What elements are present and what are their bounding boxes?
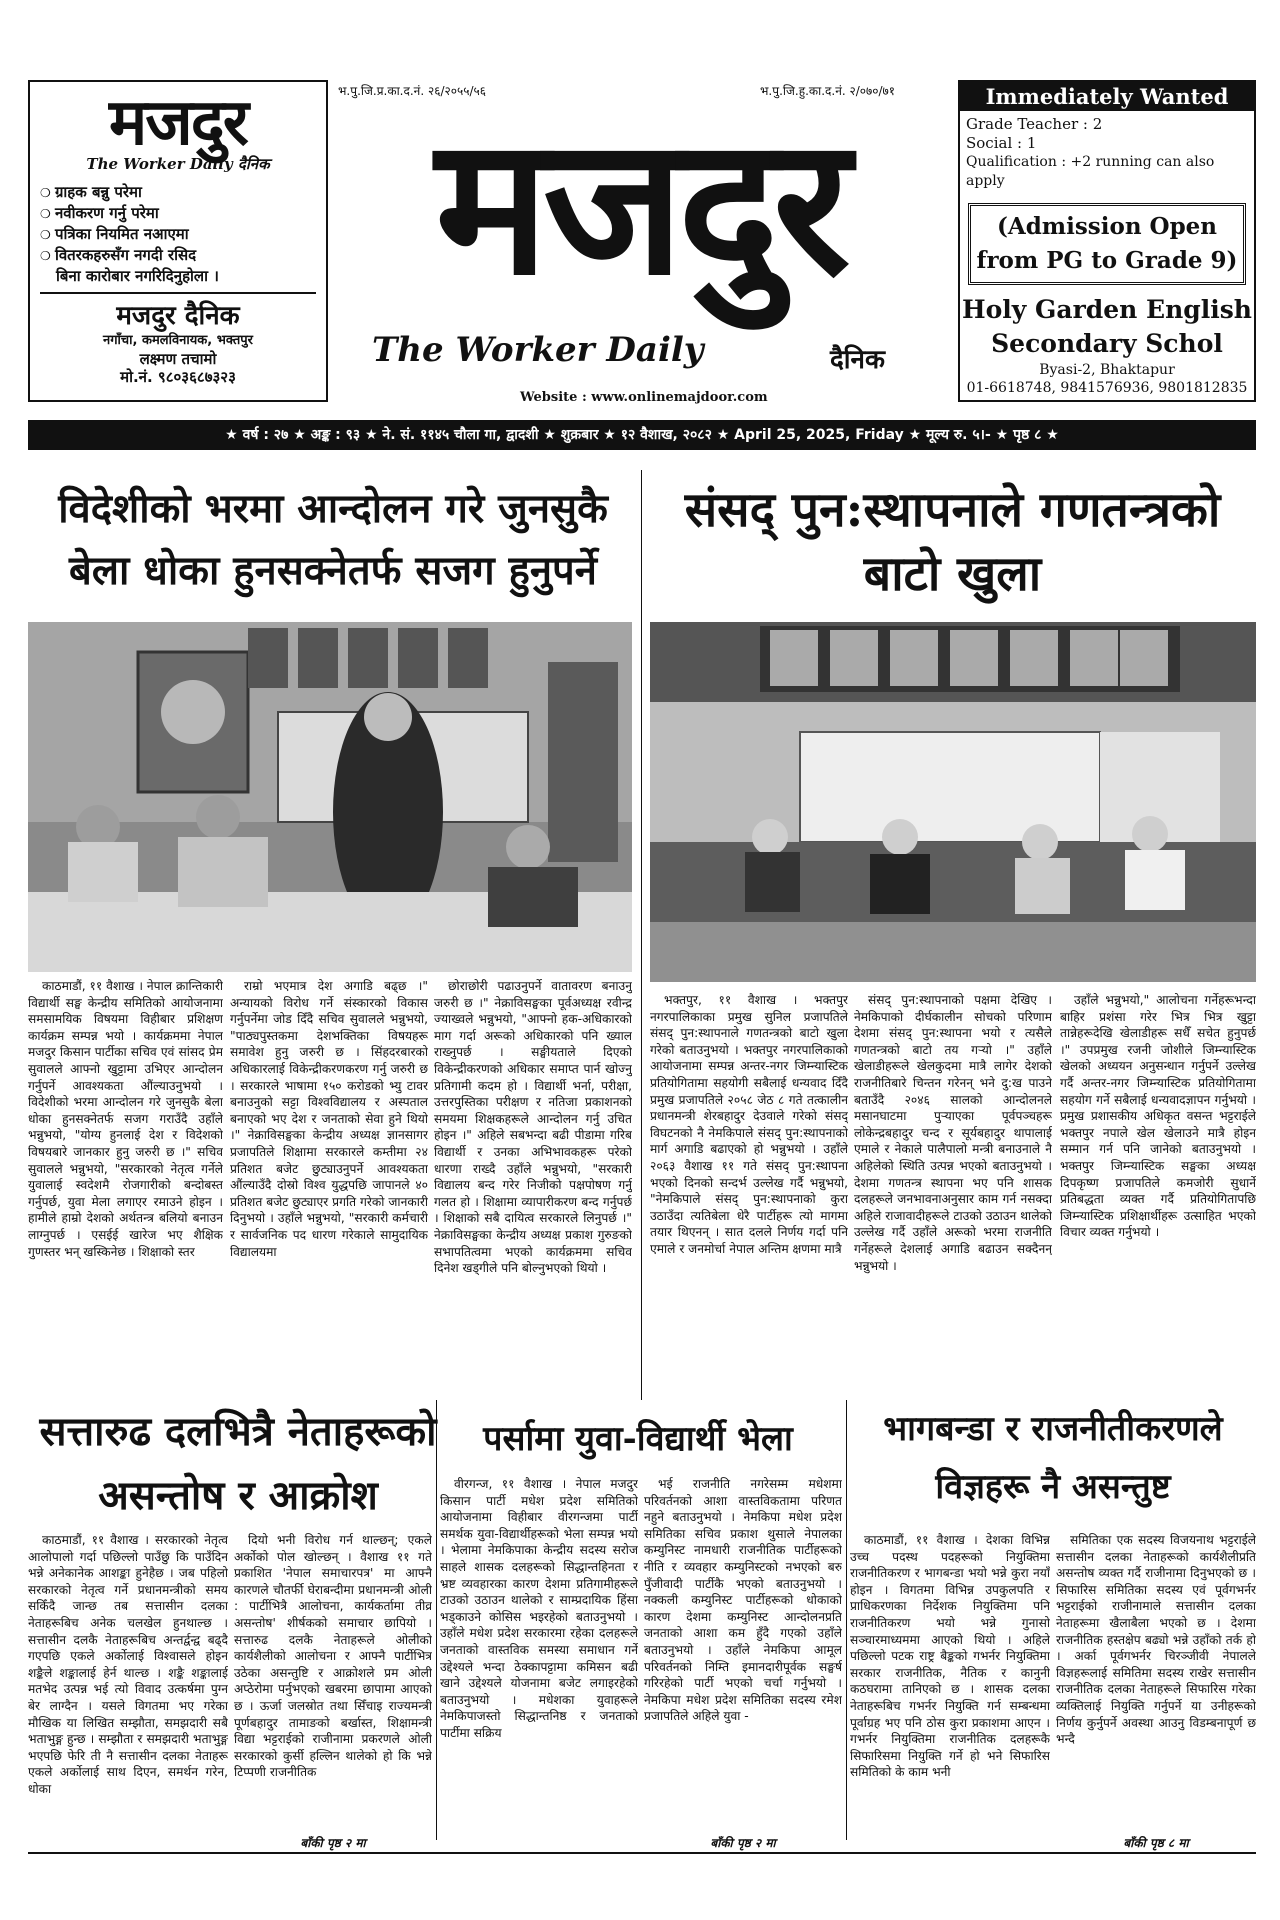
- story-2-col-1: [650, 992, 848, 1392]
- paragraph: दियो भनी विरोध गर्न थाल्छन्; एकले अर्कोको पोल खोल्छन् । वैशाख ११ गते प्रकाशित 'नेपाल समाचारपत्र' मा आफ्नै कारणले चौतर्फी घेराबन्दीमा प्रधानमन्त्री ओली : पार्टीभित्रै आलोचना, कार्यकर्तामा तीव्र असन्तोष' शीर्षकको समाचार छापियो । सत्तारुढ दलकै नेताहरूले ओलीको कार्यशैलीको आलोचना र आफ्नै पार्टीभित्र उठेका असन्तुष्टि र आक्रोशले प्रम ओली अप्ठेरोमा पर्नुभएको खबरमा छापामा आएको छ । ऊर्जा जलस्रोत तथा सिँचाइ राज्यमन्त्री पूर्णबहादुर तामाङको बर्खास्त, शिक्षामन्त्री विद्या भट्टराईको राजीनामा प्रकरणले ओली सरकारको कुर्सी हल्लिन थालेको हो कि भन्ने टिप्पणी राजनीतिक: [234, 1533, 432, 1780]
- column-rule: [846, 1400, 847, 1840]
- ear-title: मजदुर: [109, 85, 247, 160]
- left-ear-box: [28, 80, 328, 402]
- ad-header: Immediately Wanted: [960, 82, 1254, 111]
- paragraph: भक्तपुर, ११ वैशाख । भक्तपुर नगरपालिकाका प्रमुख सुनिल प्रजापतिले संसद् पुन:स्थापनाले गणतन्त्रको बाटो खुला गरेको बताउनुभयो । भक्तपुर नगरपालिकाको आयोजनामा सम्पन्न अन्तर-नगर जिम्न्यास्टिक प्रतियोगितामा सहयोगी सबैलाई धन्यवाद दिँदै प्रमुख प्रजापतिले २०५८ जेठ ८ गते तत्कालीन प्रधानमन्त्री शेरबहादुर देउवाले गरेको संसद् विघटनको नै नेमकिपाले संसद् पुन:स्थापनाको मार्ग अगाडि बढाएको हो भन्नुभयो । उहाँले २०६३ वैशाख ११ गते संसद् पुन:स्थापना भएको दिनको सन्दर्भ उल्लेख गर्दै भन्नुभयो, "नेमकिपाले संसद् पुन:स्थापनाको कुरा उठाउँदा त्यतिबेला धेरै पार्टीहरू त्यो मागमा तयार थिएनन् । सात दलले निर्णय गर्दा पनि एमाले र जनमोर्चा नेपाल अन्तिम क्षणमा मात्रै: [650, 993, 848, 1256]
- ear-item: ❍ नवीकरण गर्नु परेमा: [40, 203, 316, 224]
- paragraph: काठमाडौं, ११ वैशाख । देशका विभिन्न उच्च पदस्थ पदहरूको नियुक्तिमा राजनीतिकरण र भागबन्डा भयो भन्ने कुरा नयाँ होइन । विगतमा विभिन्न उपकुलपति र प्राधिकरणका निर्देशक नियुक्तिमा पनि राजनीतिकरण भयो भन्ने गुनासो सञ्चारमाध्यममा आएको थियो । अहिले पछिल्लो पटक राष्ट्र बैङ्कको गभर्नर नियुक्तिमा सरकार राजनीतिक, नैतिक र कानुनी कठघरामा तानिएको छ । शासक दलका नेताहरूबिच गभर्नर नियुक्ति गर्न सम्बन्धमा पूर्वाग्रह भए पनि ठोस कुरा प्रकाशमा आएन । गभर्नर नियुक्तिमा राजनीतिक दलहरूकै सिफारिसमा नियुक्ति गर्ने हो भने सिफारिस समितिको के काम भनी: [850, 1533, 1050, 1780]
- paragraph: समितिका एक सदस्य विजयनाथ भट्टराईले सत्तासीन दलका नेताहरूको कार्यशैलीप्रति असन्तोष व्यक्त गर्दै राजीनामा दिनुभएको छ । सिफारिस समितिका सदस्य एवं पूर्वगभर्नर भट्टराईको राजीनामाले सत्तासीन दलका नेताहरूमा खैलाबैला भएको छ । देशमा राजनीतिक हस्तक्षेप बढ्यो भन्ने उहाँको तर्क हो । अर्का पूर्वगभर्नर चिरञ्जीवी नेपालले विज्ञहरूलाई समितिमा सदस्य राखेर सत्तासीन राजनीतिक दलका नेताहरूले सिफारिस गरेका व्यक्तिलाई नियुक्ति गर्नुपर्ने या उनीहरूको निर्णय कुर्नुपर्ने अवस्था आउनु विडम्बनापूर्ण छ भन्दै: [1056, 1533, 1256, 1747]
- registration-left: भ.पु.जि.प्र.का.द.नं. २६/२०५५/५६: [338, 84, 486, 98]
- headline-3: सत्तारुढ दलभित्रै नेताहरूको असन्तोष र आक्रोश: [39, 1408, 437, 1519]
- story-3-col-1: [28, 1532, 228, 1832]
- paragraph: छोराछोरी पढाउनुपर्ने वातावरण बनाउनु जरुरी छ ।" नेक्राविसङ्घका पूर्वअध्यक्ष रवीन्द्र ज्याख्वले भन्नुभयो, "आफ्नो हक-अधिकारको माग गर्दा अरूको अधिकारको पनि ख्याल राख्नुपर्छ । सङ्घीयताले दिएको विकेन्द्रीकरणको अधिकार समाप्त पार्न खोज्नु प्रतिगामी कदम हो । विद्यार्थी भर्ना, परीक्षा, उत्तरपुस्तिका परीक्षण र नतिजा प्रकाशनको समयमा शिक्षकहरूले आन्दोलन गर्नु उचित होइन ।" अहिले सबभन्दा बढी पीडामा गरिब विद्यार्थी र उनका अभिभावकहरू परेको धारणा राख्दै उहाँले भन्नुभयो, "सरकारी विद्यालय बन्द गरेर निजीको पक्षपोषण गर्नु गलत हो । शिक्षामा व्यापारीकरण बन्द गर्नुपर्छ । शिक्षाको सबै दायित्व सरकारले लिनुपर्छ ।" नेक्राविसङ्घका केन्द्रीय अध्यक्ष प्रकाश गुरुङको सभापतित्वमा भएको कार्यक्रममा सचिव दिनेश खड्गीले पनि बोल्नुभएको थियो ।: [434, 979, 632, 1276]
- headline-4: पर्सामा युवा-विद्यार्थी भेला: [483, 1419, 793, 1459]
- ear-subtitle: The Worker Daily दैनिक: [86, 155, 270, 173]
- ear-phone: मो.नं. ९८०३६८७३२३: [120, 368, 236, 386]
- photo-gymnastics-event: [650, 622, 1256, 982]
- story-1-col-3: [434, 978, 632, 1398]
- photo-1-illustration: [28, 622, 632, 972]
- paragraph: संसद् पुन:स्थापनाको पक्षमा देखिए । नेमकिपाको दीर्घकालीन सोचको परिणाम देशमा संसद् पुन:स्थापना भयो र त्यसैले गणतन्त्रको बाटो तय गऱ्यो ।" उहाँले खेलाडीहरूले खेलकुदमा मात्रै लागेर देशको राजनीतिबारे चिन्तन गरेनन् भने दु:ख पाउने बताउँदै २०४६ सालको आन्दोलनले मसानघाटमा पुऱ्याएका पूर्वपञ्चहरू लोकेन्द्रबहादुर चन्द र सूर्यबहादुर थापालाई एमाले र नेकाले पालैपालो मन्त्री बनाउनाले नै अहिलेको स्थिति उत्पन्न भएको बताउनुभयो । देशमा गणतन्त्र स्थापना भए पनि शासक दलहरूले जनभावनाअनुसार काम गर्न नसक्दा अहिले राजावादीहरूले टाउको उठाउन थालेको उल्लेख गर्दै उहाँले अरूको भरमा राजनीति गर्नेहरूले देशलाई अगाडि बढाउन सक्दैनन् भन्नुभयो ।: [854, 993, 1052, 1273]
- story-1-col-1: [28, 978, 223, 1398]
- paragraph: वीरगन्ज, ११ वैशाख । नेपाल मजदुर किसान पार्टी मधेश प्रदेश समितिको आयोजनामा विहीबार वीरगन्जमा पार्टी समर्थक युवा-विद्यार्थीहरूको भेला सम्पन्न भयो । भेलामा नेमकिपाका केन्द्रीय सदस्य सरोज साहले शासक दलहरूको सिद्धान्तहिनता र भ्रष्ट व्यवहारका कारण देशमा प्रतिगामीहरूले टाउको उठाउन थालेको र साम्प्रदायिक हिंसा भड्काउने कोसिस भइरहेको बताउनुभयो । उहाँले मधेश प्रदेश सरकारमा रहेका दलहरूले जनताको वास्तविक समस्या समाधान गर्ने उद्देश्यले भन्दा ठेक्कापट्टामा कमिसन बढी खाने उद्देश्यले योजनामा बजेट लगाइरहेको बताउनुभयो । मधेशका युवाहरूले नेमकिपाजस्तो सिद्धान्तनिष्ठ र जनताको पार्टीमा सक्रिय: [440, 1477, 638, 1740]
- story-5-col-1: [850, 1532, 1050, 1832]
- story-5-col-2: [1056, 1532, 1256, 1832]
- masthead-daily: दैनिक: [830, 345, 885, 375]
- ear-item: ❍ ग्राहक बन्नु परेमा: [40, 182, 316, 203]
- story-2-col-2: [854, 992, 1052, 1392]
- ad-lines: [960, 111, 1254, 195]
- ear-address: नगाँचा, कमलविनायक, भक्तपुर: [103, 333, 253, 348]
- paragraph: काठमाडौं, ११ वैशाख । सरकारको नेतृत्व आलोपालो गर्दा पछिल्लो पाउँछु कि पाउँदिन भन्ने अनेकानेक आशङ्का हुनेहैछ । जब पहिलो सरकारको नेतृत्व गर्ने प्रधानमन्त्रीको समय सकिँदै जान्छ तब सत्तासीन दलका नेताहरूबिच अनेक चलखेल हुनथाल्छ । सत्तासीन दलकै नेताहरूबिच अन्तर्द्वन्द्व बढ्दै गएपछि एकले अर्कोलाई विश्वासले होइन शङ्कैले शङ्कालाई हेर्न थाल्छ । शङ्कै शङ्कालाई मतभेद उत्पन्न भई त्यो विवाद उत्कर्षमा पुग्न बेर लाग्दैन । यसले विगतमा भए गरेका मौखिक या लिखित सम्झौता, समझदारी सबै भताभुङ्ग हुन्छ । सम्झौता र समझदारी भताभुङ्ग भएपछि फेरि ती नै सत्तासीन दलका नेताहरू एकले अर्कोलाई साथ दिएन, समर्थन गरेन, धोका: [28, 1533, 228, 1796]
- ad-location: Byasi-2, Bhaktapur: [1039, 362, 1175, 378]
- ear-divider: [40, 292, 316, 294]
- ad-phones: 01-6618748, 9841576936, 9801812835: [966, 380, 1248, 396]
- continued-note-2: बाँकी पृष्ठ २ मा: [710, 1836, 776, 1850]
- masthead-title: मजदुर: [435, 94, 845, 317]
- paragraph: काठमाडौं, ११ वैशाख । नेपाल क्रान्तिकारी विद्यार्थी सङ्घ केन्द्रीय समितिको आयोजनामा समसामयिक विषयमा विहीबार प्रशिक्षण कार्यक्रम सम्पन्न भयो । कार्यक्रममा नेपाल मजदुर किसान पार्टीका सचिव एवं सांसद प्रेम सुवालले आफ्नो खुट्टामा उभिएर आन्दोलन गर्नुपर्ने आवश्यकता औंल्याउनुभयो । विदेशीको भरमा आन्दोलन गरे जुनसुकै बेला धोका हुनसक्नेतर्फ सजग गराउँदै उहाँले भन्नुभयो, "योग्य हुनलाई देश र विदेशको विषयबारे जानकार हुनु जरुरी छ ।" सचिव सुवालले भन्नुभयो, "सरकारको नेतृत्व गर्नेले युवालाई स्वदेशमै रोजगारीको बन्दोबस्त गर्नुपर्छ, युवा मेला लगाएर रमाउने होइन । हामीले हाम्रो देशको अर्थतन्त्र बलियो बनाउन लाग्नुपर्छ । एसईई खारेज भए शैक्षिक गुणस्तर भन् खस्किनेछ । शिक्षाको स्तर: [28, 979, 223, 1259]
- ear-person: लक्ष्मण तचामो: [139, 350, 217, 368]
- continued-note-3: बाँकी पृष्ठ ८ मा: [1123, 1836, 1189, 1850]
- column-rule: [436, 1400, 437, 1840]
- ad-line: Grade Teacher : 2: [966, 115, 1103, 133]
- story-1-col-2: [230, 978, 428, 1398]
- ad-admission: (Admission Open from PG to Grade 9): [968, 203, 1246, 285]
- story-2-col-3: [1060, 992, 1256, 1392]
- paragraph: भई राजनीति नगरेसम्म मधेशमा परिवर्तनको आशा वास्तविकतामा परिणत नहुने बताउनुभयो । नेमकिपा मधेश प्रदेश समितिका सचिव प्रकाश थुसाले नेपालका कम्युनिस्ट नामधारी राजनीतिक पार्टीहरूको नीति र व्यवहार कम्युनिस्टको नभएको बरु पुँजीवादी पार्टीकै भएको बताउनुभयो । नक्कली कम्युनिस्ट पार्टीहरूको धोकाको कारण देशमा कम्युनिस्ट आन्दोलनप्रति जनताको आशा कम हुँदै गएको उहाँले बताउनुभयो । उहाँले नेमकिपा आमूल परिवर्तनको निम्ति इमानदारीपूर्वक सङ्घर्ष गरिरहेको पार्टी भएको चर्चा गर्नुभयो । नेमकिपा मधेश प्रदेश समितिका सदस्य रमेश प्रजापतिले अहिले युवा -: [644, 1477, 842, 1724]
- ear-item: ❍ पत्रिका नियमित नआएमा: [40, 224, 316, 245]
- registration-right: भ.पु.जि.हु.का.द.नं. २/०७०/७१: [760, 84, 896, 98]
- masthead-website: Website : www.onlinemajdoor.com: [520, 390, 768, 405]
- ear-note: बिना कारोबार नगरिदिनुहोला ।: [56, 267, 219, 285]
- headline-2: संसद् पुन:स्थापनाले गणतन्त्रको बाटो खुला: [684, 482, 1221, 602]
- paragraph: राम्रो भएमात्र देश अगाडि बढ्छ ।" अन्यायको विरोध गर्ने संस्कारको विकास गर्नुपर्नेमा जोड दिँदै सचिव सुवालले भन्नुभयो, "पाठ्यपुस्तकमा देशभक्तिका विषयहरू समावेश हुनु जरुरी छ । सिंहदरबारको अधिकारलाई विकेन्द्रीकरणकरण गर्नु जरुरी छ । सरकारले भाषामा १५० करोडको भ्यु टावर बनाउनुको सट्टा विश्वविद्यालय र अस्पताल बनाएको भए देश र जनताको सेवा हुने थियो ।" नेक्राविसङ्घका केन्द्रीय अध्यक्ष ज्ञानसागर प्रजापतिले शिक्षामा सरकारले कम्तीमा २४ प्रतिशत बजेट छुट्याउनुपर्ने आवश्यकता औंल्याउँदै दोस्रो विश्व युद्धपछि जापानले ४० प्रतिशत बजेट छुट्याएर प्रगति गरेको जानकारी दिनुभयो । उहाँले भन्नुभयो, "सरकारी कर्मचारी र सार्वजनिक पद धारण गरेकाले सामुदायिक विद्यालयमा: [230, 979, 428, 1259]
- photo-training-program: [28, 622, 632, 972]
- masthead-tagline: The Worker Daily: [372, 330, 704, 370]
- headline-5: भागबन्डा र राजनीतीकरणले विज्ञहरू नै असन्तुष्ट: [883, 1409, 1223, 1507]
- story-3-col-2: [234, 1532, 432, 1832]
- continued-note-1: बाँकी पृष्ठ २ मा: [300, 1836, 366, 1850]
- paragraph: उहाँले भन्नुभयो," आलोचना गर्नेहरूभन्दा बाहिर प्रशंसा गरेर भित्र भित्र खुट्टा तान्नेहरूदेखि खेलाडीहरू सधैँ सचेत हुनुपर्छ ।" उपप्रमुख रजनी जोशीले जिम्न्यास्टिक खेलको अध्ययन अनुसन्धान गर्नुपर्ने उल्लेख गर्दै अन्तर-नगर जिम्न्यास्टिक प्रतियोगितामा सहयोग गर्ने सबैलाई धन्यवादज्ञापन गर्नुभयो । प्रमुख प्रशासकीय अधिकृत वसन्त भट्टराईले भक्तपुर नपाले खेल खेलाउने मात्रै होइन सम्मान गर्न पनि जानेको बताउनुभयो । भक्तपुर जिम्न्यास्टिक सङ्घका अध्यक्ष दिपकृष्ण प्रजापतिले कमजोरी सुधार्ने प्रतिबद्धता व्यक्त गर्दै प्रतियोगितापछि जिम्न्यास्टिक प्रशिक्षार्थीहरू उत्साहित भएको विचार व्यक्त गर्नुभयो ।: [1060, 993, 1256, 1240]
- right-ear-ad: [958, 80, 1256, 402]
- ad-line: Qualification : +2 running can also apply: [966, 154, 1215, 189]
- ear-publisher: मजदुर दैनिक: [116, 301, 240, 331]
- date-strip: ★ वर्ष : २७ ★ अङ्क : ९३ ★ ने. सं. ११४५ चौला गा, द्वादशी ★ शुक्रबार ★ १२ वैशाख, २०८२ ★ April 25, 2025, Friday ★ मूल्य रु. ५।- ★ पृष्ठ ८ ★: [28, 420, 1256, 450]
- ad-school: Holy Garden English Secondary Schol: [962, 295, 1252, 358]
- ad-line: Social : 1: [966, 134, 1037, 152]
- column-rule: [641, 470, 642, 1400]
- ear-list: [40, 182, 316, 266]
- story-4-col-1: [440, 1476, 638, 1832]
- footer-rule: [28, 1852, 1256, 1854]
- photo-2-illustration: [650, 622, 1256, 982]
- story-4-col-2: [644, 1476, 842, 1832]
- ear-item: ❍ वितरकहरुसँग नगदी रसिद: [40, 245, 316, 266]
- headline-1: विदेशीको भरमा आन्दोलन गरे जुनसुकै बेला धोका हुनसक्नेतर्फ सजग हुनुपर्ने: [58, 485, 608, 594]
